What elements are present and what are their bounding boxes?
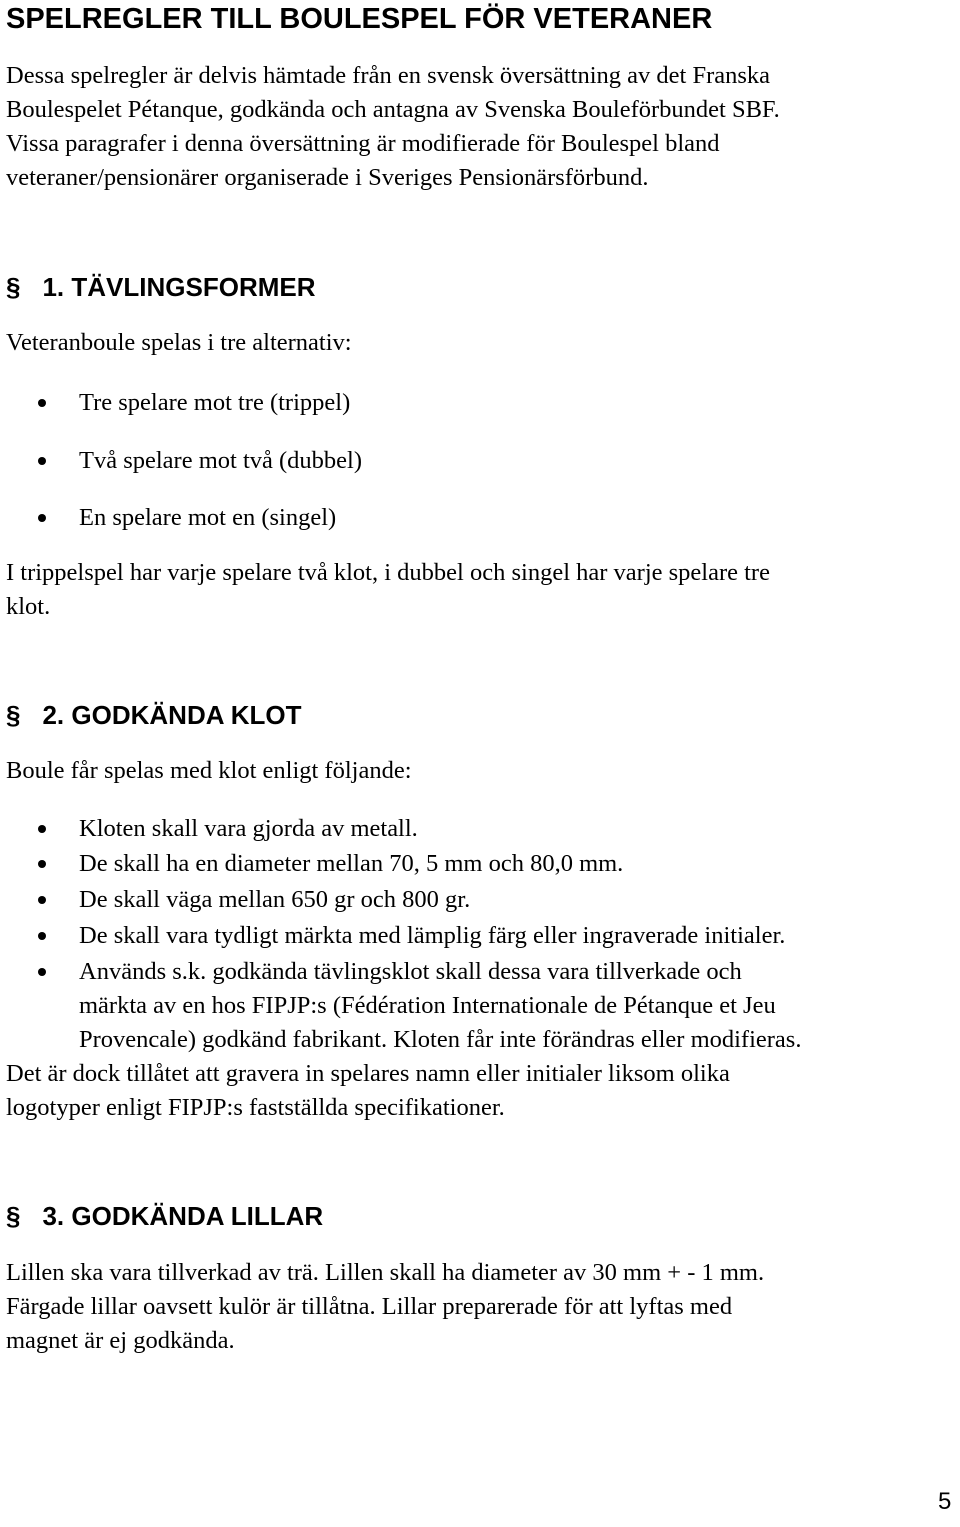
section-title: TÄVLINGSFORMER	[71, 272, 316, 302]
list-item-line: Provencale) godkänd fabrikant. Kloten får inte förändras eller modifieras.	[79, 1026, 802, 1053]
body-line: klot.	[6, 593, 51, 620]
section-number: 3.	[42, 1201, 65, 1231]
list-item-line: märkta av en hos FIPJP:s (Fédération Internationale de Pétanque et Jeu	[79, 992, 776, 1019]
list-item	[79, 955, 801, 1057]
section-number: 1.	[42, 272, 65, 302]
paragraph-symbol: §	[6, 272, 21, 302]
bullet-dot	[38, 860, 46, 868]
body-line: magnet är ej godkända.	[6, 1327, 235, 1354]
section-1-lead: Veteranboule spelas i tre alternativ:	[6, 329, 352, 356]
intro-paragraph	[6, 59, 780, 195]
list-item: Två spelare mot två (dubbel)	[79, 447, 363, 474]
paragraph-symbol: §	[6, 1201, 21, 1231]
body-line: Det är dock tillåtet att gravera in spelares namn eller initialer liksom olika	[6, 1060, 730, 1087]
document-title: SPELREGLER TILL BOULESPEL FÖR VETERANER	[6, 3, 713, 35]
section-3-heading	[6, 1200, 323, 1232]
body-line: Färgade lillar oavsett kulör är tillåtna. Lillar preparerade för att lyftas med	[6, 1293, 733, 1320]
bullet-dot	[38, 896, 46, 904]
list-item: Kloten skall vara gjorda av metall.	[79, 815, 418, 842]
section-2-lead: Boule får spelas med klot enligt följande:	[6, 757, 412, 784]
intro-line: Vissa paragrafer i denna översättning är modifierade för Boulespel bland	[6, 130, 720, 157]
bullet-dot	[38, 932, 46, 940]
section-1-heading	[6, 271, 316, 303]
list-item: De skall väga mellan 650 gr och 800 gr.	[79, 886, 471, 913]
bullet-dot	[38, 514, 46, 522]
body-line: Lillen ska vara tillverkad av trä. Lillen skall ha diameter av 30 mm + - 1 mm.	[6, 1259, 765, 1286]
paragraph-symbol: §	[6, 700, 21, 730]
section-title: GODKÄNDA KLOT	[71, 700, 302, 730]
intro-line: Boulespelet Pétanque, godkända och antagna av Svenska Bouleförbundet SBF.	[6, 96, 780, 123]
section-2-heading	[6, 699, 302, 731]
bullet-dot	[38, 399, 46, 407]
section-number: 2.	[42, 700, 65, 730]
list-item: En spelare mot en (singel)	[79, 504, 337, 531]
page-number: 5	[938, 1488, 952, 1515]
list-item-line: Används s.k. godkända tävlingsklot skall dessa vara tillverkade och	[79, 958, 742, 985]
list-item: De skall ha en diameter mellan 70, 5 mm och 80,0 mm.	[79, 850, 624, 877]
section-1-body	[6, 556, 770, 624]
body-line: I trippelspel har varje spelare två klot, i dubbel och singel har varje spelare tre	[6, 559, 770, 586]
section-2-body	[6, 1057, 730, 1125]
section-title: GODKÄNDA LILLAR	[71, 1201, 324, 1231]
intro-line: Dessa spelregler är delvis hämtade från en svensk översättning av det Franska	[6, 62, 771, 89]
bullet-dot	[38, 825, 46, 833]
bullet-dot	[38, 968, 46, 976]
intro-line: veteraner/pensionärer organiserade i Sveriges Pensionärsförbund.	[6, 164, 649, 191]
list-item: Tre spelare mot tre (trippel)	[79, 389, 351, 416]
body-line: logotyper enligt FIPJP:s fastställda specifikationer.	[6, 1094, 505, 1121]
list-item: De skall vara tydligt märkta med lämplig färg eller ingraverade initialer.	[79, 922, 786, 949]
section-3-body	[6, 1256, 764, 1358]
bullet-dot	[38, 457, 46, 465]
